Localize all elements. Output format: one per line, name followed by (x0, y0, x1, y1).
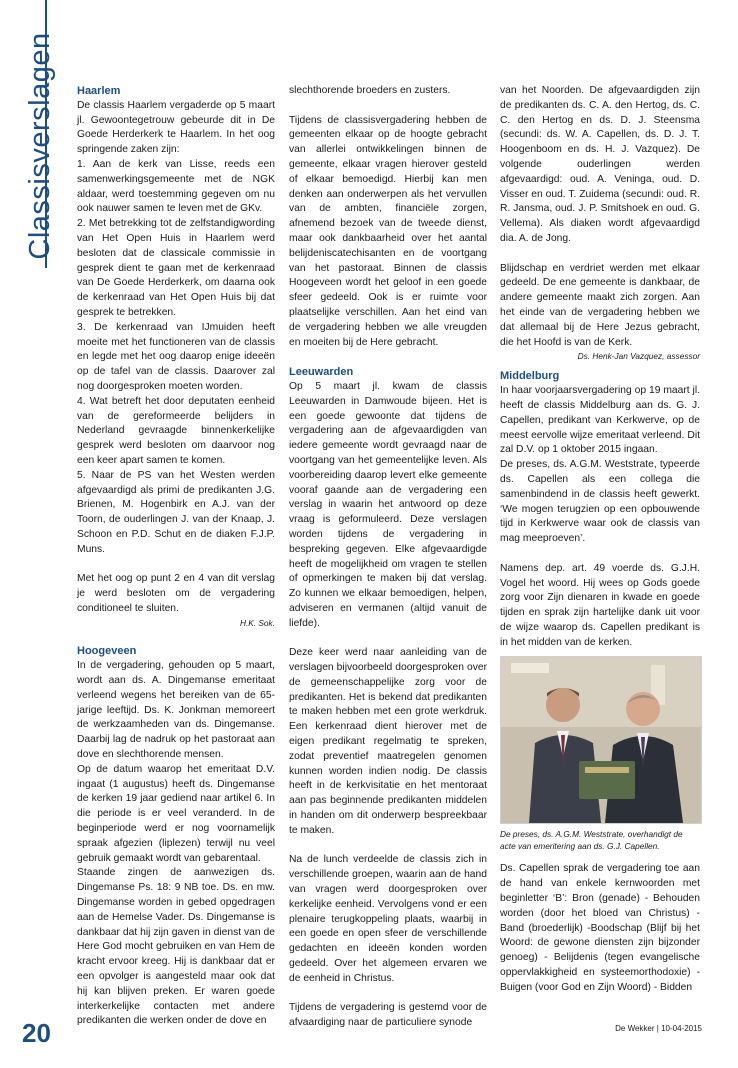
middelburg-paragraph-3: Namens dep. art. 49 voerde ds. G.J.H. Vogel het woord. Hij wees op Gods goede zorg voor Zijn dienaren in kwade en goede tijden en sprak zijn hartelijke dank uit voor de wijze waarop ds. Capellen predikant is in het midden van de kerken. (500, 562, 700, 648)
middelburg-heading: Middelburg (500, 370, 560, 383)
haarlem-point-1: 1. Aan de kerk van Lisse, reeds een samenwerkingsgemeente met de NGK aldaar, werd toestemming gegeven om nu ook nauwer samen te leven met de GKv. (77, 158, 275, 215)
middelburg-paragraph-2: De preses, ds. A.G.M. Weststrate, typeerde ds. Capellen als een collega die samenbindend in de classis heeft gewerkt. ‘We mogen terugzien op een opbouwende tijd in Kerkwerve waar ook de classis van mag meeproeven’. (500, 459, 700, 545)
haarlem-point-2: 2. Met betrekking tot de zelfstandigwording van Het Open Huis in Haarlem werd besloten dat de classicale commissie in gesprek dient te gaan met de kerkenraad van De Goede Herderkerk, om daarna ook de kerkenraad van Het Open Huis bij dat gesprek te betrekken. (77, 218, 275, 318)
hoogeveen-heading: Hoogeveen (77, 645, 137, 658)
middelburg-paragraph-4: Ds. Capellen sprak de vergadering toe aan de hand van enkele kernwoorden met beginletter ‘B’: Bron (genade) - Behouden worden (door het bloed van Christus) - Band (broederlijk) -Boodschap (Blijf bij het Woord: de gewone diensten zijn bijzonder genoeg) - Belijdenis (tegen evangelische oppervlakkigheid en systeemorthodoxie) - Buigen (voor God en Zijn Woord) - Bidden (500, 863, 700, 993)
haarlem-closing: Met het oog op punt 2 en 4 van dit verslag je werd besloten om de vergadering conditioneel te sluiten. (77, 573, 275, 614)
leeuwarden-paragraph-5: van het Noorden. De afgevaardigden zijn de predikanten ds. C. A. den Hertog, ds. C. C. den Hertog en ds. D. J. Steensma (secundi: ds. W. A. Capellen, ds. D. J. T. Hoogenboom en ds. H. J. Vazquez). De volgende ouderlingen werden afgevaardigd: oud. A. Veninga, oud. D. Visser en oud. T. Zuidema (secundi: oud. R. R. Jansma, oud. J. P. Smitshoek en oud. G. Vellema). Als diaken wordt afgevaardigd dia. A. de Jong. (500, 85, 700, 244)
leeuwarden-paragraph-3: Na de lunch verdeelde de classis zich in verschillende groepen, waarin aan de hand van vragen werd doorgesproken over kerkelijke eenheid. Vervolgens vond er een plenaire terugkoppeling plaats, waarbij in een goede en open sfeer de verschillende gedachten en ideeën konden worden gedeeld. Over het algemeen ervaren we de eenheid in Christus. (289, 854, 487, 984)
hoogeveen-paragraph-4: slechthorende broeders en zusters. (289, 85, 451, 96)
emeritus-photo (500, 656, 702, 824)
haarlem-point-5: 5. Naar de PS van het Westen werden afgevaardigd als primi de predikanten J.G. Brienen, M. Hogenbirk en A.J. van der Toorn, de ouderlingen J. van der Knaap, J. Schoon en P.D. Schut en de diaken F.J.P. Muns. (77, 469, 275, 555)
section-title: Classisverslagen (24, 32, 56, 260)
photo-caption: De preses, ds. A.G.M. Weststrate, overhandigt de acte van emeritering aan ds. G.J. Capellen. (500, 829, 683, 852)
hoogeveen-paragraph-3: Staande zingen de aanwezigen ds. Dingemanse Ps. 18: 9 NB toe. Ds. en mw. Dingemanse worden in gebed opgedragen aan de Hemelse Vader. Ds. Dingemanse is dankbaar dat hij zijn gaven in dienst van de Here God mocht gebruiken en van Hem de kracht ervoor kreeg. Hij is dankbaar dat er een opvolger is aangesteld maar ook dat hij kan blijven preken. Er waren goede interkerkelijke contacten met andere predikanten die werken onder de dove en (77, 867, 275, 1027)
footer-text: De Wekker | 10-04-2015 (615, 1024, 702, 1033)
leeuwarden-paragraph-6: Blijdschap en verdriet werden met elkaar gedeeld. De ene gemeente is dankbaar, de andere gemeente maakt zich zorgen. Aan het einde van de vergadering hebben we dat allemaal bij de Here Jezus gebracht, die het Hoofd is van de Kerk. (500, 262, 700, 348)
column-3 (500, 84, 700, 996)
haarlem-signature: H.K. Sok. (239, 617, 275, 628)
leeuwarden-paragraph-1: Op 5 maart jl. kwam de classis Leeuwarden in Damwoude bijeen. Het is een goede gewoonte dat tijdens de vergadering aan de afgevaardigden van iedere gemeente wordt gevraagd naar de voortgang van het gemeentelijke leven. Als voorbereiding daarop levert elke gemeente vooraf gaande aan de vergadering een verslag in waarin het antwoord op deze vraag is geformuleerd. Deze verslagen worden tijdens de vergadering in bespreking gegeven. Elke afgevaardigde heeft de mogelijkheid om vragen te stellen of opmerkingen te maken bij dat verslag. Zo kunnen we elkaar bemoedigen, helpen, adviseren en vermanen (altijd vanuit de liefde). (289, 380, 487, 629)
haarlem-point-3: 3. De kerkenraad van IJmuiden heeft moeite met het functioneren van de classis en legde met het oog daarop enige ideeën op de tafel van de classis. Daarover zal nog doorgesproken moeten worden. (77, 321, 275, 392)
leeuwarden-paragraph-4: Tijdens de vergadering is gestemd voor de afvaardiging naar de particuliere synode (289, 1002, 487, 1029)
hoogeveen-paragraph-1: In de vergadering, gehouden op 5 maart, wordt aan ds. A. Dingemanse emeritaat verleend wegens het bereiken van de 65-jarige leeftijd. Ds. K. Jonkman memoreert de werkzaamheden van ds. Dingemanse. Daarbij lag de nadruk op het pastoraat aan dove en slechthorende mensen. (77, 660, 275, 761)
column-2 (289, 84, 487, 1031)
page-number: 20 (22, 1018, 51, 1048)
middelburg-paragraph-1: In haar voorjaarsvergadering op 19 maart jl. heeft de classis Middelburg aan ds. G. J. Capellen, predikant van Kerkwerve, op de meest eervolle wijze emeritaat verleend. Dit zal D.V. op 1 oktober 2015 ingaan. (500, 385, 700, 456)
leeuwarden-signature: Ds. Henk-Jan Vazquez, assessor (577, 351, 700, 362)
hoogeveen-paragraph-5: Tijdens de classisvergadering hebben de gemeenten elkaar op de hoogte gebracht van allerlei ontwikkelingen binnen de gemeente, elkaar vragen hierover gesteld of elkaar bemoedigd. Hierbij kan men denken aan onderwerpen als het vervullen van de ambten, financiële zorgen, afnemend bezoek van de tweede dienst, maar ook dankbaarheid over het aantal belijdeniscatechisanten en de voortgang van het pastoraat. Binnen de classis Hoogeveen wordt het geloof in een goede sfeer gedeeld. Ook is er ruimte voor plaatselijke verschillen. Aan het eind van de vergadering hebben we alle vreugden en moeiten bij de Here gebracht. (289, 114, 487, 348)
photo-illustration (501, 657, 701, 823)
hoogeveen-paragraph-2: Op de datum waarop het emeritaat D.V. ingaat (1 augustus) heeft ds. Dingemanse de kerken 19 jaar gediend naar artikel 6. In die periode is er veel veranderd. In de beginperiode werd er nog voornamelijk spraak afgezien (liplezen) terwijl nu veel gebruik gemaakt wordt van gebarentaal. (77, 763, 275, 864)
column-1 (77, 84, 275, 1029)
leeuwarden-heading: Leeuwarden (289, 366, 354, 379)
haarlem-intro: De classis Haarlem vergaderde op 5 maart jl. Gewoontegetrouw gebeurde dit in De Goede Herderkerk te Haarlem. In het oog springende zaken zijn: (77, 99, 275, 156)
leeuwarden-paragraph-2: Deze keer werd naar aanleiding van de verslagen bijvoorbeeld doorgesproken over de gemeenschappelijke zorg voor de predikanten. Het is bekend dat predikanten te maken hebben met een grote werkdruk. Een kerkenraad dient hierover met de eigen predikant regelmatig te spreken, zodat preventief maatregelen genomen kunnen worden indien nodig. De classis heeft in de kerkvisitatie en het mentoraat aan pas beginnende predikanten middelen in handen om dit onderwerp bespreekbaar te maken. (289, 647, 487, 836)
haarlem-heading: Haarlem (77, 85, 121, 97)
haarlem-point-4: 4. Wat betreft het door deputaten eenheid van de gereformeerde belijders in Nederland gevraagde binnenkerkelijke gesprek werd besloten om daarvoor nog een keer apart samen te komen. (77, 395, 275, 466)
